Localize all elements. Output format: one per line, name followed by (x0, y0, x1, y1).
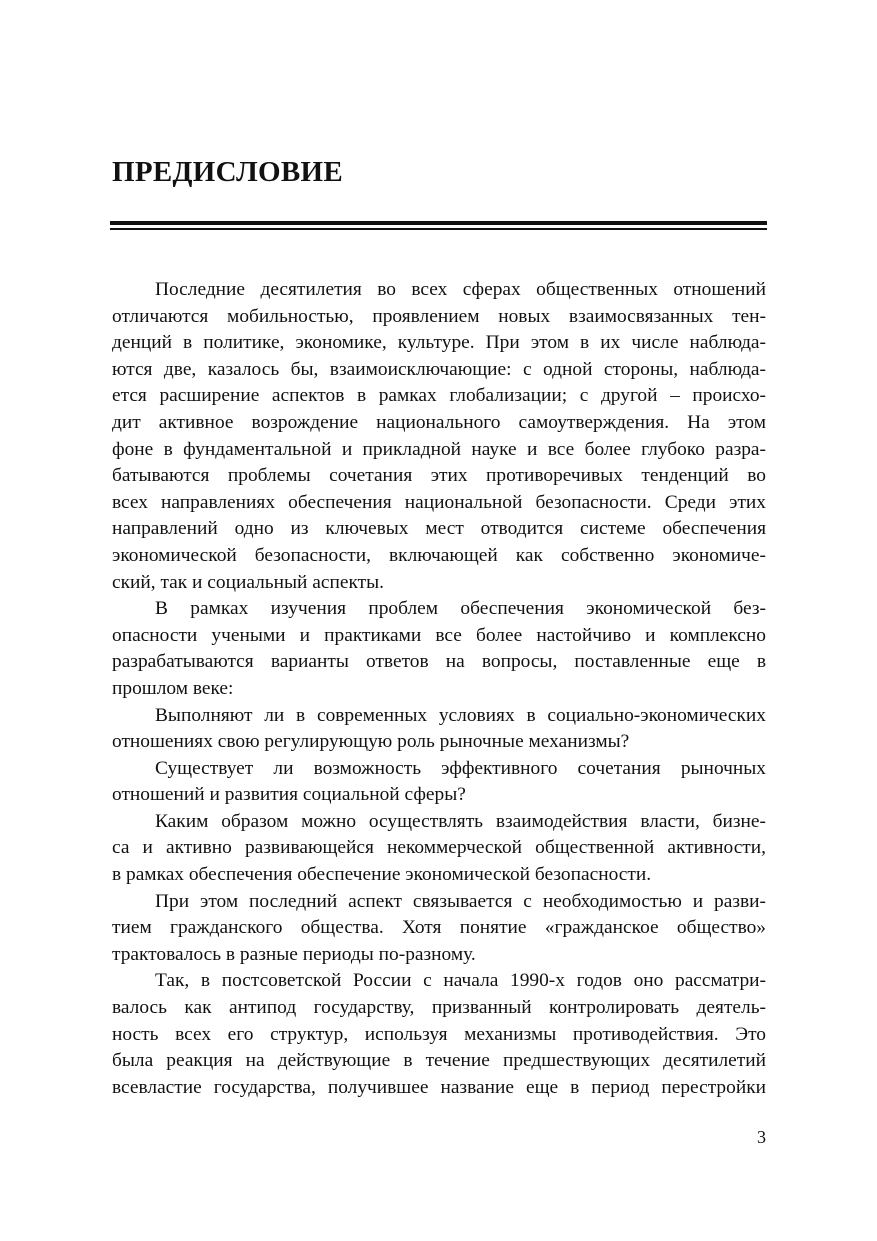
paragraph (112, 756, 766, 809)
paragraph (112, 596, 766, 702)
text-line: была реакция на действующие в течение предшествующих десятилетий (112, 1050, 766, 1072)
paragraph (112, 968, 766, 1101)
text-line: всевластие государства, получившее название еще в период перестройки (112, 1076, 766, 1098)
text-line: ются две, казалось бы, взаимоисключающие: с одной стороны, наблюда- (112, 358, 766, 380)
text-line: денций в политике, экономике, культуре. При этом в их числе наблюда- (112, 332, 766, 354)
text-line: в рамках обеспечения обеспечение экономической безопасности. (112, 864, 652, 886)
body-text (112, 277, 766, 1101)
text-line: прошлом веке: (112, 677, 234, 699)
text-line: всех направлениях обеспечения национальной безопасности. Среди этих (112, 491, 766, 513)
text-line: опасности учеными и практиками все более настойчиво и комплексно (112, 624, 766, 646)
text-line: Каким образом можно осуществлять взаимодействия власти, бизне- (155, 810, 766, 832)
text-line: валось как антипод государству, призванный контролировать деятель- (112, 997, 766, 1019)
text-line: отношений и развития социальной сферы? (112, 784, 466, 806)
text-line: са и активно развивающейся некоммерческой общественной активности, (112, 837, 766, 859)
text-line: дит активное возрождение национального самоутверждения. На этом (112, 411, 766, 433)
text-line: трактовалось в разные периоды по-разному. (112, 943, 476, 965)
text-line: ность всех его структур, используя механизмы противодействия. Это (112, 1023, 766, 1045)
text-line: направлений одно из ключевых мест отводится системе обеспечения (112, 518, 766, 540)
text-line: отличаются мобильностью, проявлением новых взаимосвязанных тен- (112, 305, 766, 327)
text-line: тием гражданского общества. Хотя понятие «гражданское общество» (112, 917, 766, 939)
text-line: Последние десятилетия во всех сферах общественных отношений (155, 279, 766, 300)
paragraph (112, 809, 766, 889)
text-line: ский, так и социальный аспекты. (112, 571, 384, 593)
text-line: Выполняют ли в современных условиях в социально-экономических (155, 704, 766, 726)
page-number: 3 (757, 1127, 766, 1147)
text-line: При этом последний аспект связывается с необходимостью и разви- (155, 890, 766, 912)
paragraph (112, 889, 766, 969)
text-line: батываются проблемы сочетания этих противоречивых тенденций во (112, 465, 766, 487)
paragraph (112, 277, 766, 596)
text-line: отношениях свою регулирующую роль рыночные механизмы? (112, 731, 630, 753)
text-line: Существует ли возможность эффективного сочетания рыночных (155, 757, 766, 779)
page-title: ПРЕДИСЛОВИЕ (112, 156, 344, 188)
title-rule-thin (110, 228, 767, 230)
text-line: Так, в постсоветской России с начала 1990-х годов оно рассматри- (155, 970, 766, 992)
text-line: фоне в фундаментальной и прикладной науке и все более глубоко разра- (112, 438, 766, 460)
text-line: разрабатываются варианты ответов на вопросы, поставленные еще в (112, 651, 766, 673)
text-line: ется расширение аспектов в рамках глобализации; с другой – происхо- (112, 385, 766, 407)
title-rule-thick (110, 221, 767, 225)
text-line: экономической безопасности, включающей как собственно экономиче- (112, 544, 766, 566)
text-line: В рамках изучения проблем обеспечения экономической без- (155, 598, 766, 620)
paragraph (112, 703, 766, 756)
